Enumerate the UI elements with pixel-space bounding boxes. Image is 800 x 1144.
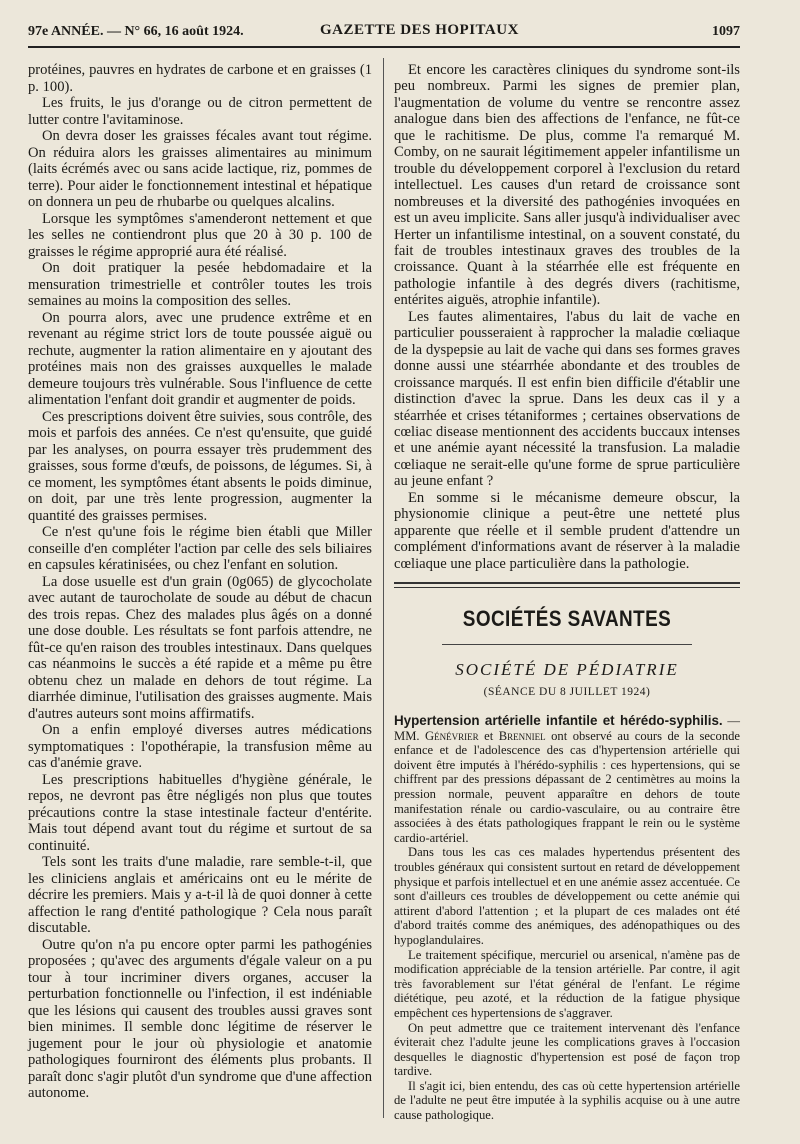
section-title: SOCIÉTÉS SAVANTES bbox=[462, 606, 672, 632]
article-title: Hypertension artérielle infantile et hérédo-syphilis. bbox=[394, 713, 723, 729]
paragraph: protéines, pauvres en hydrates de carbone et en graisses (1 p. 100). bbox=[28, 62, 372, 95]
paragraph: En somme si le mécanisme demeure obscur, la physionomie clinique a peut-être une netteté plus apparente que réelle et il semble prudent d'attendre un complément d'informations avant de réserver à la maladie cœliaque une place particulière dans la pathologie. bbox=[394, 489, 740, 572]
header-rule bbox=[28, 46, 740, 48]
section-subrule bbox=[442, 644, 692, 645]
paragraph: Ce n'est qu'une fois le régime bien établi que Miller conseille d'en compléter l'action par celle des sels biliaires en capsules kératinisées, ou chez l'enfant en solution. bbox=[28, 524, 372, 573]
article-first-paragraph: ont observé au cours de la seconde enfance et de l'adolescence des cas d'hypertension artérielle qui doivent être imputés à l'hérédo-syphilis : ces hypertensions, qui se chiffrent par des pressions dépassant de 2 centimètres au moins la pression normale, peuvent apparaître en dehors de toute manifestation rénale ou cardio-vasculaire, ou au contraire être associées à des états pathologiques frappant le rein ou le système cardio-artériel. bbox=[394, 728, 741, 845]
article-lead bbox=[394, 714, 740, 845]
paragraph: On a enfin employé diverses autres médications symptomatiques : l'opothérapie, la transfusion même au cas d'anémie grave. bbox=[28, 722, 372, 771]
paragraph: Les prescriptions habituelles d'hygiène générale, le repos, ne devront pas être négligés non plus que toutes précautions contre la stase intestinale facteur d'entérite. Mais tout dépend avant tout du régime et surtout de sa continuité. bbox=[28, 771, 372, 854]
paragraph: Il s'agit ici, bien entendu, des cas où cette hypertension artérielle de l'adulte ne peut être imputée à la syphilis acquise ou à une autre cause pathologique. bbox=[394, 1078, 740, 1123]
paragraph: Ces prescriptions doivent être suivies, sous contrôle, des mois et parfois des années. Ce n'est qu'ensuite, que guidé par les analyses, on pourra essayer très prudemment des graisses, sous forme d'œufs, de poissons, de légumes. Si, à ce moment, les symptômes étant absents le poids diminue, on doit, par une très lente progression, augmenter la quantité des graisses permises. bbox=[28, 408, 372, 524]
society-report bbox=[394, 714, 740, 1123]
author-joiner: et bbox=[478, 728, 499, 743]
journal-title: GAZETTE DES HOPITAUX bbox=[320, 22, 519, 38]
paragraph: Outre qu'on n'a pu encore opter parmi les pathogénies proposées ; qu'avec des arguments d'égale valeur on a pu tour à tour incriminer divers organes, accuser la perturbation fonctionnelle ou l'infection, il est indéniable que les lésions qui causent des troubles aussi graves sont bien minimes. Il semble donc légitime de réserver le jugement pour le jour où physiologie et anatomie pathologiques fourniront des éléments plus probants. Il paraît donc s'agir plutôt d'un syndrome que d'une affection autonome. bbox=[28, 936, 372, 1101]
section-rule bbox=[394, 582, 740, 588]
issue-info: 97e ANNÉE. — N° 66, 16 août 1924. bbox=[28, 24, 244, 39]
column-divider bbox=[383, 58, 384, 1118]
article-continuation bbox=[394, 62, 740, 572]
paragraph: La dose usuelle est d'un grain (0g065) de glycocholate avec autant de taurocholate de soude au début de chacun des trois repas. Chez des malades plus âgés on a donné une dose double. Les résultats se font parfois attendre, ne fût-ce qu'en raison des troubles intestinaux. Dans quelques cas néanmoins le succès a été rapide et a même pu être obtenu chez un malade en dehors de tout régime. La diarrhée diminue, l'utilisation des graisses augmente. Mais d'autres auteurs sont moins affirmatifs. bbox=[28, 573, 372, 722]
paragraph: On pourra alors, avec une prudence extrême et en revenant au régime strict lors de toute poussée aiguë ou rechute, augmenter la ration alimentaire en y ajoutant des protéines mais non des graisses auxquelles le malade demeure toujours très vulnérable. Sous l'influence de cette alimentation l'enfant doit grandir et augmenter de poids. bbox=[28, 309, 372, 408]
society-title: SOCIÉTÉ DE PÉDIATRIE bbox=[455, 660, 679, 680]
paragraph: Lorsque les symptômes s'amenderont nettement et que les selles ne contiendront plus que 20 à 30 p. 100 de graisses le régime approprié aura été réalisé. bbox=[28, 210, 372, 260]
left-column bbox=[28, 62, 372, 1112]
authors-prefix: — MM. bbox=[394, 714, 740, 743]
author-name: Génévrier bbox=[425, 728, 479, 743]
paragraph: Tels sont les traits d'une maladie, rare semble-t-il, que les cliniciens anglais et américains ont eu le mérite de décrire les premiers. Mais y a-t-il là de quoi donner à cette affection le rang d'entité pathologique ? Cela nous paraît discutable. bbox=[28, 854, 372, 936]
paragraph: On devra doser les graisses fécales avant tout régime. On réduira alors les graisses alimentaires au minimum (laits écrémés avec ou sans acide lactique, riz, pommes de terre). Pour aider le fonctionnement intestinal et hépatique on donnera un peu de rhubarbe ou quelques alcalins. bbox=[28, 128, 372, 210]
paragraph: On doit pratiquer la pesée hebdomadaire et la mensuration trimestrielle et contrôler toutes les trois semaines au moins la composition des selles. bbox=[28, 260, 372, 309]
session-date: (SÉANCE DU 8 JUILLET 1924) bbox=[483, 686, 651, 699]
paragraph: Les fautes alimentaires, l'abus du lait de vache en particulier pousseraient à rapprocher la maladie cœliaque de la dyspepsie au lait de vache qui dans ses formes graves donne aussi une stéarrhée abondante et des troubles de croissance marqués. Il est enfin bien difficile d'établir une distinction d'avec la sprue. Dans les deux cas il y a stéarrhée et crises tétaniformes ; certaines observations de cœliac disease mentionnent des accidents buccaux intenses et une anémie ayant nécessité la transfusion. La maladie cœliaque ne serait-elle qu'une forme de sprue particulière au jeune enfant ? bbox=[394, 308, 740, 490]
right-column bbox=[394, 62, 741, 1123]
paragraph: Les fruits, le jus d'orange ou de citron permettent de lutter contre l'avitaminose. bbox=[28, 95, 372, 128]
page-number: 1097 bbox=[712, 24, 740, 39]
author-name: Brenniel bbox=[498, 728, 546, 743]
paragraph: Le traitement spécifique, mercuriel ou arsenical, n'amène pas de modification appréciable de la tension artérielle. Par contre, il agit très favorablement sur l'état général de l'enfant. Le régime diététique, peu azoté, et la réduction de la fatigue physique empêchent ces hypertensions de s'aggraver. bbox=[394, 947, 740, 1020]
running-header bbox=[28, 22, 740, 44]
paragraph: On peut admettre que ce traitement intervenant dès l'enfance éviterait chez l'adulte jeune les complications graves à l'occasion desquelles le diagnostic d'hypertension est posé de façon trop tardive. bbox=[394, 1020, 740, 1079]
paragraph: Dans tous les cas ces malades hypertendus présentent des troubles généraux qui consistent surtout en retard de développement physique et parfois intellectuel et en une anémie assez accentuée. Ce sont d'ailleurs ces troubles de développement ou cette anémie qui attirent d'abord l'attention ; et la plupart de ces malades ont été d'abord traités comme des anémiques, des adénopathiques ou des hypoglandulaires. bbox=[394, 845, 740, 947]
paragraph: Et encore les caractères cliniques du syndrome sont-ils peu nombreux. Parmi les signes de premier plan, l'augmentation de volume du ventre se rencontre assez analogue dans bien des affections de l'enfance, ne fût-ce que le rachitisme. De plus, comme l'a remarqué M. Comby, on ne saurait légitimement appeler infantilisme un trouble du développement corporel à l'exclusion du retard intellectuel. Les causes d'un retard de croissance sont nombreuses et la diversité des pathogénies invoquées en est un aveu implicite. Sans aller jusqu'à individualiser avec Herter un infantilisme intestinal, on a souvent constaté, du fait de troubles intestinaux graves des troubles de la croissance. Quant à la stéarrhée elle est fréquente en pathologie infantile à des degrés divers (rachitisme, entérites aiguës, atrophie infantile). bbox=[394, 62, 740, 309]
